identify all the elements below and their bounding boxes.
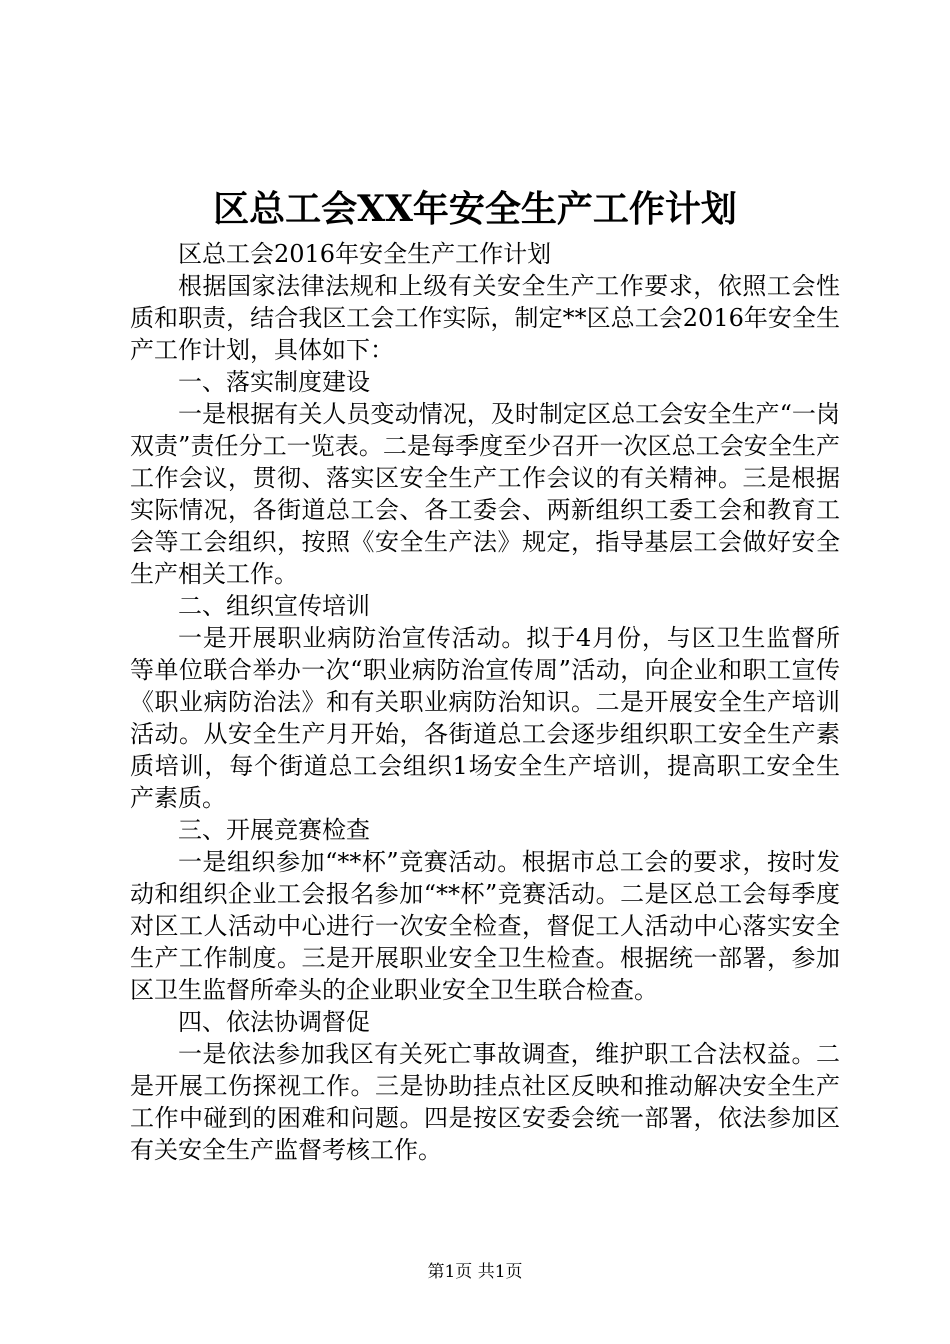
section-text-1: 一是根据有关人员变动情况，及时制定区总工会安全生产“一岗双责”责任分工一览表。二是每季度至少召开一次区总工会安全生产工作会议，贯彻、落实区安全生产工作会议的有关精神。三是根据实际情况，各街道总工会、各工委会、两新组织工委工会和教育工会等工会组织，按照《安全生产法》规定，指导基层工会做好安全生产相关工作。 (130, 400, 840, 588)
section-heading-3: 三、开展竞赛检查 (178, 816, 370, 844)
document-body (130, 238, 840, 1166)
section-heading-4: 四、依法协调督促 (178, 1008, 370, 1036)
section-heading-1: 一、落实制度建设 (178, 368, 370, 396)
intro-paragraph: 根据国家法律法规和上级有关安全生产工作要求，依照工会性质和职责，结合我区工会工作实际，制定**区总工会2016年安全生产工作计划，具体如下： (130, 272, 840, 364)
section-heading-2: 二、组织宣传培训 (178, 592, 370, 620)
section-text-2: 一是开展职业病防治宣传活动。拟于4月份，与区卫生监督所等单位联合举办一次“职业病防治宣传周”活动，向企业和职工宣传《职业病防治法》和有关职业病防治知识。二是开展安全生产培训活动。从安全生产月开始，各街道总工会逐步组织职工安全生产素质培训，每个街道总工会组织1场安全生产培训，提高职工安全生产素质。 (130, 624, 840, 812)
section-text-3: 一是组织参加“**杯”竞赛活动。根据市总工会的要求，按时发动和组织企业工会报名参加“**杯”竞赛活动。二是区总工会每季度对区工人活动中心进行一次安全检查，督促工人活动中心落实安全生产工作制度。三是开展职业安全卫生检查。根据统一部署，参加区卫生监督所牵头的企业职业安全卫生联合检查。 (130, 848, 840, 1004)
page-footer: 第1页 共1页 (427, 1262, 523, 1282)
section-text-4: 一是依法参加我区有关死亡事故调查，维护职工合法权益。二是开展工伤探视工作。三是协助挂点社区反映和推动解决安全生产工作中碰到的困难和问题。四是按区安委会统一部署，依法参加区有关安全生产监督考核工作。 (130, 1040, 840, 1164)
document-title: 区总工会XX年安全生产工作计划 (213, 188, 737, 230)
document-subtitle: 区总工会2016年安全生产工作计划 (178, 240, 552, 268)
